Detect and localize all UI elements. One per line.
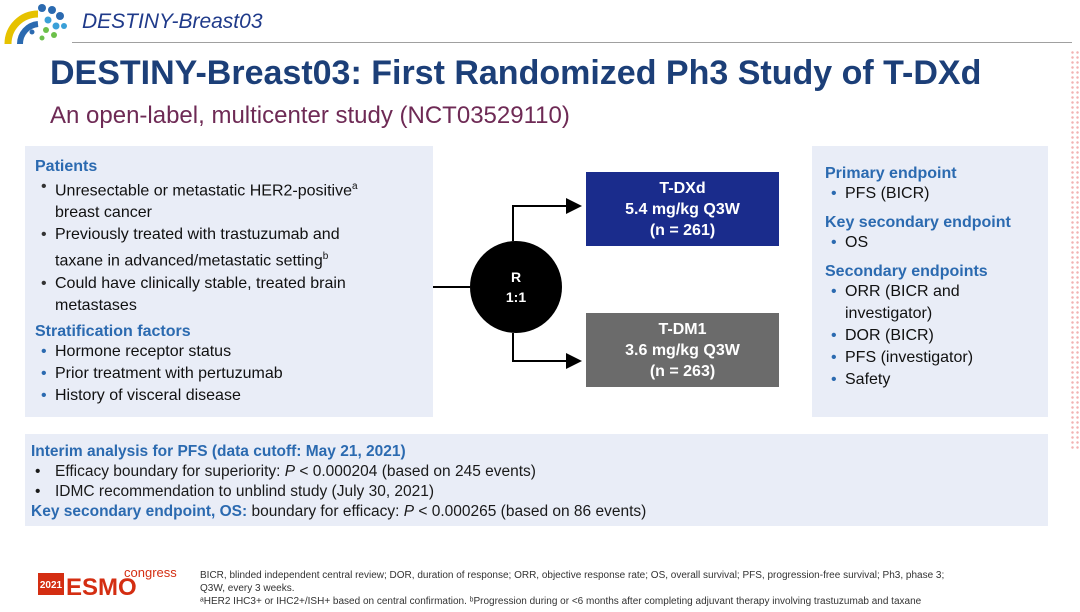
footnote-abbreviations-cont: Q3W, every 3 weeks. (200, 583, 295, 594)
key-secondary-list (825, 232, 1048, 254)
esmo-congress-word: congress (124, 565, 177, 580)
esmo-brand: ESMO (66, 574, 137, 601)
endpoints-panel (812, 146, 1048, 417)
secondary-endpoints-heading: Secondary endpoints (825, 263, 988, 280)
list-item: • PFS (BICR) (825, 183, 1048, 205)
list-item: • Previously treated with trastuzumab and taxane in advanced/metastatic setting$^b$ (35, 224, 433, 272)
slide-title: DESTINY-Breast03: First Randomized Ph3 Study of T-DXd (50, 54, 982, 92)
destiny-logo-icon (2, 0, 72, 46)
stratification-heading: Stratification factors (35, 322, 191, 340)
list-item: • History of visceral disease (35, 385, 433, 407)
primary-endpoint-list (825, 183, 1048, 205)
esmo-congress-logo (38, 565, 178, 601)
arm-dose: 5.4 mg/kg Q3W (625, 200, 740, 218)
primary-endpoint-heading: Primary endpoint (825, 165, 957, 182)
patients-heading: Patients (35, 158, 98, 175)
arm-dose: 3.6 mg/kg Q3W (625, 341, 740, 359)
list-item: • PFS (investigator) (825, 347, 1048, 369)
decorative-dot-pattern (1070, 50, 1080, 450)
arm-n: (n = 263) (649, 362, 716, 380)
secondary-endpoints-list (825, 281, 1048, 391)
randomization-circle: R 1:1 (470, 241, 562, 333)
footnotes (200, 569, 1060, 608)
list-item: • Prior treatment with pertuzumab (35, 363, 433, 385)
list-item: • Safety (825, 369, 1048, 391)
list-item: • Unresectable or metastatic HER2-positive$^a$ breast cancer (35, 176, 433, 224)
list-item: • Could have clinically stable, treated brain metastases (35, 273, 433, 317)
esmo-year: 2021 (39, 580, 63, 591)
list-item: • Hormone receptor status (35, 341, 433, 363)
list-item: • OS (825, 232, 1048, 254)
header-divider (72, 42, 1072, 43)
key-secondary-boundary: Key secondary endpoint, OS: boundary for efficacy: P < 0.000265 (based on 86 events) (31, 503, 647, 520)
arm-name: T-DXd (659, 179, 706, 197)
interim-heading: Interim analysis for PFS (data cutoff: May 21, 2021) (31, 443, 406, 460)
key-secondary-endpoint-heading: Key secondary endpoint (825, 214, 1011, 231)
stratification-list (35, 341, 433, 407)
list-item: • ORR (BICR and investigator) (825, 281, 1048, 325)
slide-subtitle: An open-label, multicenter study (NCT03529110) (50, 102, 570, 129)
list-item: • IDMC recommendation to unblind study (July 30, 2021) (31, 482, 1048, 502)
list-item: • Efficacy boundary for superiority: P < 0.000204 (based on 245 events) (31, 462, 1048, 482)
footnote-definitions: ᵃHER2 IHC3+ or IHC2+/ISH+ based on central confirmation. ᵇProgression during or <6 months after completing adjuvant therapy involving trastuzumab and taxane (200, 596, 922, 607)
footnote-abbreviations: BICR, blinded independent central review; DOR, duration of response; ORR, objective response rate; OS, overall survival; PFS, progression-free survival; Ph3, phase 3; (200, 570, 945, 581)
interim-analysis-panel (25, 434, 1048, 526)
header-study-tag: DESTINY-Breast03 (82, 10, 263, 33)
list-item: • DOR (BICR) (825, 325, 1048, 347)
patients-panel (25, 146, 433, 417)
arm-n: (n = 261) (649, 221, 716, 239)
patients-list (35, 176, 433, 317)
arm-t-dxd (586, 172, 779, 246)
arm-t-dm1 (586, 313, 779, 387)
arm-name: T-DM1 (658, 320, 707, 338)
